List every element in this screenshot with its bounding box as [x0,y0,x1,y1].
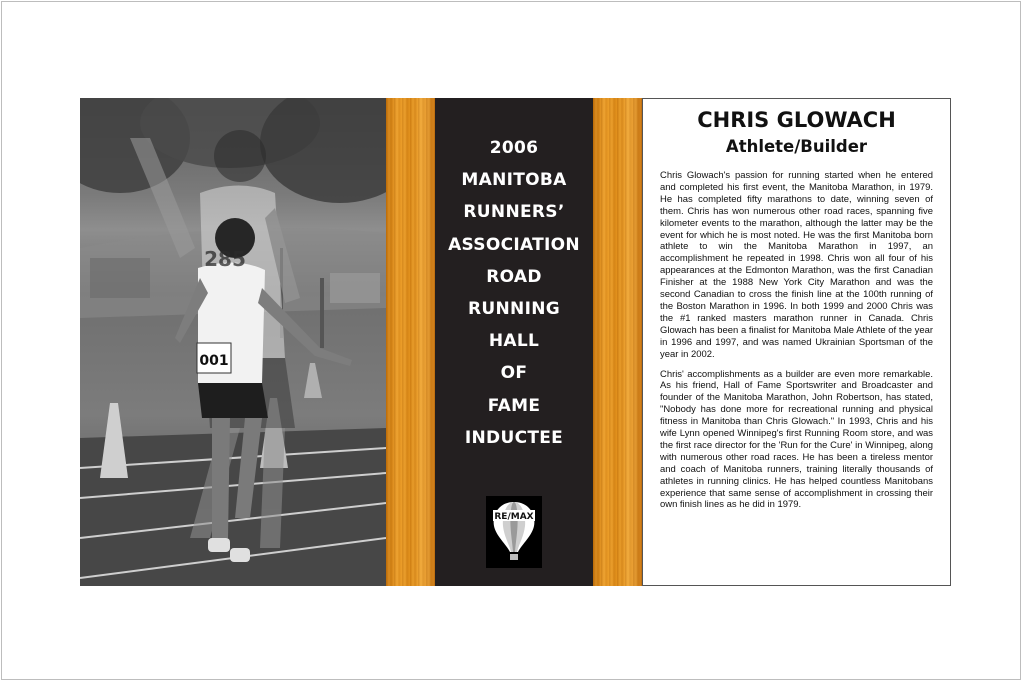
wood-strip-right [593,98,642,586]
runner-photo [80,98,386,586]
title-line: OF [500,363,528,384]
remax-logo-text: RE/MAX [494,512,534,522]
bib-number-001: 001 [199,353,229,369]
center-title-panel [435,98,593,586]
title-line: HALL [488,331,540,352]
wood-strip-left [386,98,435,586]
title-line: ROAD [486,266,542,287]
bio-paragraph: Chris' accomplishments as a builder are even more remarkable. As his friend, Hall of Fame Sportswriter and Broadcaster and founder of the Manitoba Marathon, John Robertson, has stated, "Nobody has done more for recreational running and physical fitness in Manitoba than Chris Glowach." In 1993, Chris and his wife Lynn opened Winnipeg's first Running Room store, and was the first race director for the 'Run for the Cure' in Winnipeg, along with numerous other road races. He has been a tireless mentor and coach of Manitoba runners, training literally thousands of athletes in running clinics. He has helped countless Manitobans experience that same sense of accomplishment in crossing their own finish lines as he did in 1979. [660,368,933,511]
title-line: RUNNERS’ [463,202,565,223]
biography-panel [642,98,951,586]
bib-number-285: 285 [204,247,246,271]
hall-of-fame-plaque [80,98,951,586]
title-line: 2006 [489,138,539,158]
title-line: RUNNING [468,298,560,319]
title-line: INDUCTEE [464,427,564,448]
remax-balloon-logo [486,496,542,568]
inductee-role: Athlete/Builder [725,137,868,156]
induction-title [435,132,593,454]
title-line: MANITOBA [461,170,567,191]
inductee-name: CHRIS GLOWACH [697,108,896,132]
title-line: ASSOCIATION [448,234,580,255]
title-line: FAME [487,395,541,416]
bio-paragraph: Chris Glowach's passion for running started when he entered and completed his first event, the Manitoba Marathon, in 1979. He has completed fifty marathons to date, winning seven of them. Chris has won numerous other road races, spanning five kilometer events to the marathon, although the latter may be the event for which he is most noted. He was the first Manitoba born athlete to win the Manitoba Marathon in 1997, an accomplishment he repeated in 1998. Chris won all four of his appearances at the Edmonton Marathon, was the first Canadian Finisher at the 1988 New York City Marathon and was the second Canadian to cross the finish line at the 100th running of the Boston Marathon in 1996. In both 1999 and 2000 Chris was the #1 ranked masters marathon runner in Canada. Chris Glowach has been a finalist for Manitoba Male Athlete of the year in 1996 and 1997, and was named Ukrainian Sportsman of the year in 2002. [660,170,933,360]
biography-text [660,170,933,519]
